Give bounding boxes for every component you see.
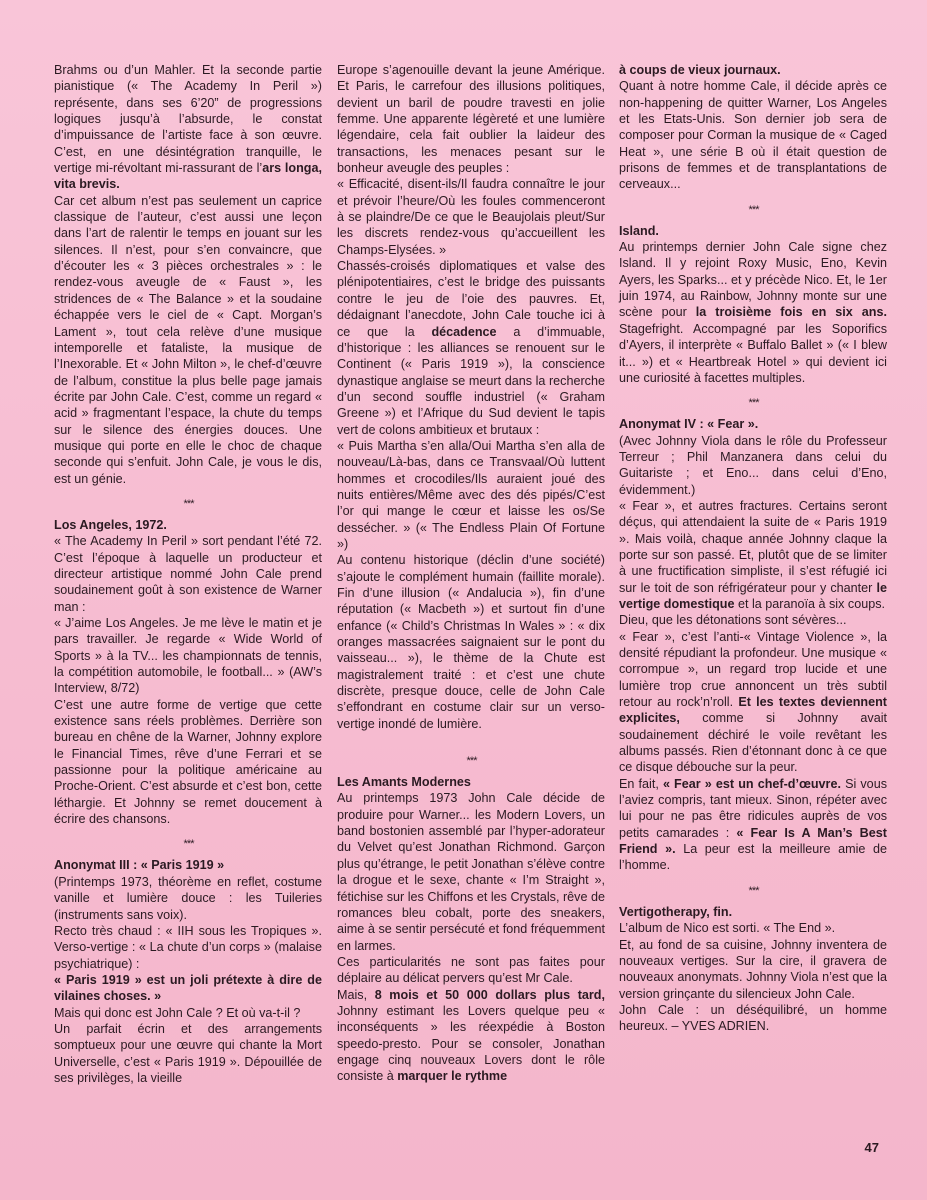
text: « Fear », c’est l’anti-« Vintage Violence », la densité répudiant la profondeur. Une musique « corrompue », un regard trop lucide et une lumière trop crue annoncent un très subtil retour au rock’n’roll. bbox=[619, 629, 887, 710]
paragraph: « Puis Martha s’en alla/Oui Martha s’en alla de nouveau/Là-bas, dans ce Transvaal/Où luttent hommes et crocodiles/Ils auraient joué des nuits entières/Même avec des dés pipés/C’est l’or qui mange le cœur et laisse les os/Se dessécher. » (« The Endless Plain Of Fortune ») bbox=[337, 438, 605, 551]
text: et la paranoïa à six coups. bbox=[734, 596, 886, 611]
section-divider-stars: * * * bbox=[748, 397, 758, 410]
paragraph: Europe s’agenouille devant la jeune Amérique. Et Paris, le carrefour des illusions politiques, devient un baril de poudre travesti en jolie femme. Une apparente légèreté et une lumière légendaire, cela fait oublier la laideur des transactions, les menaces pesant sur le bonheur aveugle des peuples : bbox=[337, 63, 605, 176]
paragraph: Mais qui donc est John Cale ? Et où va-t-il ? bbox=[54, 1005, 301, 1020]
paragraph: Au contenu historique (déclin d’une société) s’ajoute le complément humain (faillite morale). Fin d’une illusion (« Andalucia »), fin d’une réputation (« Macbeth ») et surtout fin d’une enfance (« Child’s Christmas In Wales » : « dix oranges massacrées saignaient sur le pont du vaisseau... »), le thème de la Chute est magistralement traité : et c’est une chute discrète, presque douce, celle de John Cale s’effondrant en costume clair sur un verso-vertige inondé de lumière. bbox=[337, 553, 605, 731]
column-3 bbox=[619, 62, 887, 1035]
bold-text: « Fear Is A Man’s Best Friend ». bbox=[619, 825, 887, 857]
paragraph: Recto très chaud : « IIH sous les Tropiques ». Verso-vertige : « La chute d’un corps » (malaise psychiatrique) : bbox=[54, 923, 322, 971]
section-divider-stars: * * * bbox=[183, 497, 193, 510]
text: Brahms ou d’un Mahler. Et la seconde partie pianistique (« The Academy In Peril ») représente, dans ses 6’20” de progressions logiques jusqu’à l’absurde, le constat d’impuissance de l’artiste face à son œuvre. C’est, en une désintégration tranquille, le vertige mi-révoltant mi-rassurant de l’ bbox=[54, 63, 322, 176]
paragraph: « The Academy In Peril » sort pendant l’été 72. C’est l’époque à laquelle un producteur et directeur artistique nommé John Cale prend soudainement goût à son existence de Warner man : bbox=[54, 534, 322, 614]
bold-text: à coups de vieux journaux. bbox=[619, 63, 781, 77]
paragraph: « J’aime Los Angeles. Je me lève le matin et je pars travailler. Je regarde « Wide World of Sports » à la TV... les championnats de tennis, la compétition automobile, le football... » (AW’s Interview, 8/72) bbox=[54, 616, 322, 696]
bold-text: 8 mois et 50 000 dollars plus tard, bbox=[374, 987, 605, 1002]
section-heading: Vertigotherapy, fin. bbox=[619, 904, 733, 919]
paragraph: John Cale : un déséquilibré, un homme heureux. – YVES ADRIEN. bbox=[619, 1002, 887, 1034]
section-heading: Los Angeles, 1972. bbox=[54, 517, 167, 532]
text: Stagefright. Accompagné par les Soporifics d’Ayers, il interprète « Buffalo Ballet » (« I blew it... ») et « Heartbreak Hotel » qui devient ici une curiosité à facettes multiples. bbox=[619, 321, 887, 385]
paragraph bbox=[54, 62, 322, 193]
paragraph bbox=[619, 776, 887, 874]
paragraph bbox=[337, 258, 605, 438]
text: La peur est la meilleure amie de l’homme. bbox=[619, 842, 887, 873]
paragraph bbox=[619, 498, 887, 612]
text: Mais, bbox=[337, 987, 375, 1002]
paragraph bbox=[619, 629, 887, 776]
bold-text: le vertige domestique bbox=[619, 580, 887, 611]
text: Si vous l’aviez compris, tant mieux. Sinon, répéter avec lui pour ne pas être ridicules auprès de vos petits camarades : bbox=[619, 776, 887, 840]
text: comme si Johnny avait soudainement déchiré le voile revêtant les albums passés. Rien d’étonnant donc à ce que ce disque débouche sur la peur. bbox=[619, 711, 887, 775]
section-divider-stars: * * * bbox=[183, 838, 193, 851]
bold-quote: « Paris 1919 » est un joli prétexte à dire de vilaines choses. » bbox=[54, 972, 322, 1004]
paragraph: « Efficacité, disent-ils/Il faudra connaître le jour et prévoir l’heure/Où les foules commenceront à se plaindre/De ce que le Beaujolais pleut/Sur les discrets rendez-vous qu’accueillent les Champs-Elysées. » bbox=[337, 177, 605, 257]
section-heading: Anonymat III : « Paris 1919 » bbox=[54, 858, 225, 873]
text: Chassés-croisés diplomatiques et valse des plénipotentiaires, c’est le bridge des puissants contre le jeu de l’oie des pauvres. Et, dédaignant l’anecdote, John Cale touche ici à ce que la bbox=[337, 259, 605, 339]
section-divider-stars: * * * bbox=[748, 203, 758, 216]
section-heading: Island. bbox=[619, 223, 659, 238]
paragraph: (Printemps 1973, théorème en reflet, costume vanille et lumière douce : les Tuileries (instruments sans voix). bbox=[54, 874, 322, 922]
paragraph: Et, au fond de sa cuisine, Johnny inventera de nouveaux vertiges. Sur la cire, il gravera de nouveaux anonymats. Johnny Viola n’est que la version grinçante du silencieux John Cale. bbox=[619, 937, 887, 1001]
paragraph: Dieu, que les détonations sont sévères... bbox=[619, 613, 847, 628]
paragraph: (Avec Johnny Viola dans le rôle du Professeur Terreur ; Phil Manzanera dans celui du Guitariste ; et Eno... dans celui d’Eno, évidemment.) bbox=[619, 433, 887, 497]
bold-text: ars longa, vita brevis. bbox=[54, 161, 322, 192]
bold-text: décadence bbox=[431, 324, 497, 339]
section-divider-stars: * * * bbox=[466, 755, 476, 768]
text: En fait, bbox=[619, 776, 663, 791]
paragraph: C’est une autre forme de vertige que cette existence sans réels problèmes. Derrière son bureau en chêne de la Warner, Johnny explore le Financial Times, rêve d’une Ferrari et se passionne pour la politique américaine au Proche-Orient. C’est absurde et c’est bon, cette léthargie. Et Johnny se remet doucement à écrire des chansons. bbox=[54, 697, 322, 827]
section-heading: Anonymat IV : « Fear ». bbox=[619, 417, 759, 432]
text: Johnny estimant les Lovers quelque peu « inconséquents » les réexpédie à Boston speedo-presto. Pour se consoler, Jonathan engage cinq nouveaux Lovers dont le rôle consiste à bbox=[337, 1003, 605, 1084]
page-number: 47 bbox=[864, 1140, 879, 1155]
bold-text: marquer le rythme bbox=[397, 1069, 508, 1084]
paragraph: L’album de Nico est sorti. « The End ». bbox=[619, 921, 836, 936]
section-divider-stars: * * * bbox=[748, 884, 758, 897]
column-1 bbox=[54, 62, 322, 1086]
paragraph: Un parfait écrin et des arrangements somptueux pour une œuvre qui chante la Mort Universelle, c’est « Paris 1919 ». Dépouillée de ses privilèges, la vieille bbox=[54, 1021, 322, 1085]
paragraph: Ces particularités ne sont pas faites pour déplaire au délicat pervers qu’est Mr Cale. bbox=[337, 954, 605, 986]
paragraph: Au printemps 1973 John Cale décide de produire pour Warner... les Modern Lovers, un band bostonien assemblé par l’hyper-adorateur du Velvet qu’est Jonathan Richmond. Garçon plus qu’étrange, le petit Jonathan s’élève contre la drogue et le sexe, chante « I’m Straight », fétichise sur les Chiffons et les Crystals, rêve de romances bleu cobalt, porte des sneakers, aime à se sentir persécuté et fond fréquemment en larmes. bbox=[337, 791, 605, 953]
paragraph: Car cet album n’est pas seulement un caprice classique de l’auteur, c’est aussi une leçon dans l’art de ralentir le temps en jouant sur les silences. Il n’est, pour s’en convaincre, que d’écouter les « 3 pièces orchestrales » : le rendez-vous aveugle de « Faust », les stridences de « The Balance » et la soudaine échappée vers le ciel de « Capt. Morgan’s Lament », tout cela relève d’une musique intemporelle et fataliste, la musique de l’Inexorable. Et « John Milton », le chef-d’œuvre de l’album, constitue la plus belle page jamais écrite par John Cale. C’est, comme un regard « acid » fragmentant l’espace, la chute du temps sur le silence des énergies douces. Une musique qui porte en elle le choc de chaque seconde qui s’enfuit. John Cale, je vous le dis, est un génie. bbox=[54, 193, 322, 486]
bold-text: « Fear » est un chef-d’œuvre. bbox=[662, 776, 841, 791]
paragraph bbox=[337, 987, 605, 1085]
column-2 bbox=[337, 62, 605, 1085]
text: a d’immuable, d’historique : les alliances se renouent sur le Continent (« Paris 1919 »), la conscience dynastique anglaise se meurt dans la recherche d’un second souffle industriel (« Graham Greene ») et l’Afrique du Sud devient le tapis vert de colons ambitieux et brutaux : bbox=[337, 324, 605, 437]
text: Au printemps dernier John Cale signe chez Island. Il y rejoint Roxy Music, Eno, Kevin Ayers, les Sparks... et y précède Nico. Et, le 1er juin 1974, au Rainbow, Johnny monte sur une scène pour bbox=[619, 240, 887, 320]
paragraph bbox=[619, 239, 887, 386]
bold-text: la troisième fois en six ans. bbox=[695, 305, 887, 320]
bold-text: Et les textes deviennent explicites, bbox=[619, 695, 888, 726]
section-heading: Les Amants Modernes bbox=[337, 775, 471, 790]
paragraph: Quant à notre homme Cale, il décide après ce non-happening de quitter Warner, Los Angeles et les Etats-Unis. Son dernier job sera de composer pour Corman la musique de « Caged Heat », une série B où il était question de prisons de femmes et de transplantations de cerveaux... bbox=[619, 79, 887, 192]
text: « Fear », et autres fractures. Certains seront déçus, qui attendaient la suite de « Paris 1919 ». Mais voilà, chaque année Johnny claque la porte sur son passé. Et, plutôt que de se limiter à une fructification simpliste, il s’est réfugié ici sur le toit de son réfrigérateur pour y chanter bbox=[619, 498, 887, 595]
